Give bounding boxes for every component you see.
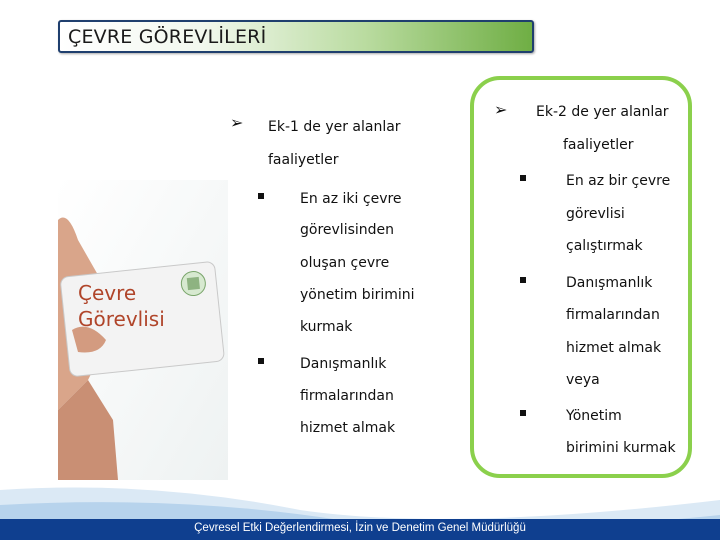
right-bullet-2-icon bbox=[520, 277, 526, 283]
right-bullet-1-line1: En az bir çevre bbox=[566, 173, 671, 189]
right-bullet-2-line3: hizmet almak bbox=[566, 340, 662, 356]
card-text-line1: Çevre bbox=[78, 281, 137, 305]
right-bullet-2-line1: Danışmanlık bbox=[566, 275, 653, 291]
left-bullet-2-icon bbox=[258, 358, 264, 364]
right-heading-arrow-icon: ➢ bbox=[494, 100, 508, 119]
hand-card-photo bbox=[58, 180, 228, 480]
right-bullet-2-line2: firmalarından bbox=[566, 307, 660, 323]
right-bullet-1-icon bbox=[520, 175, 526, 181]
slide-title: ÇEVRE GÖREVLİLERİ bbox=[68, 26, 267, 48]
left-bullet-1-line4: yönetim birimini bbox=[300, 287, 415, 303]
right-bullet-1-line3: çalıştırmak bbox=[566, 238, 643, 254]
left-bullet-1-icon bbox=[258, 193, 264, 199]
left-bullet-1-line3: oluşan çevre bbox=[300, 255, 390, 271]
left-heading-arrow-icon: ➢ bbox=[230, 113, 244, 132]
left-bullet-2-line2: firmalarından bbox=[300, 388, 394, 404]
card-text-line2: Görevlisi bbox=[78, 307, 165, 331]
right-bullet-2-line4: veya bbox=[566, 372, 600, 388]
left-bullet-1-line2: görevlisinden bbox=[300, 222, 395, 238]
left-heading-line1: Ek-1 de yer alanlar bbox=[268, 119, 401, 135]
right-bullet-1-line2: görevlisi bbox=[566, 206, 625, 222]
right-bullet-3-line1: Yönetim bbox=[566, 408, 622, 424]
left-bullet-1-line5: kurmak bbox=[300, 319, 353, 335]
left-heading-line2: faaliyetler bbox=[268, 152, 339, 168]
left-bullet-1-line1: En az iki çevre bbox=[300, 191, 402, 207]
right-bullet-3-line2: birimini kurmak bbox=[566, 440, 676, 456]
right-bullet-3-icon bbox=[520, 410, 526, 416]
right-heading-line1: Ek-2 de yer alanlar bbox=[536, 104, 669, 120]
left-bullet-2-line1: Danışmanlık bbox=[300, 356, 387, 372]
right-heading-line2: faaliyetler bbox=[563, 137, 634, 153]
title-box bbox=[58, 20, 534, 53]
left-bullet-2-line3: hizmet almak bbox=[300, 420, 396, 436]
footer-text: Çevresel Etki Değerlendirmesi, İzin ve Denetim Genel Müdürlüğü bbox=[194, 522, 526, 534]
